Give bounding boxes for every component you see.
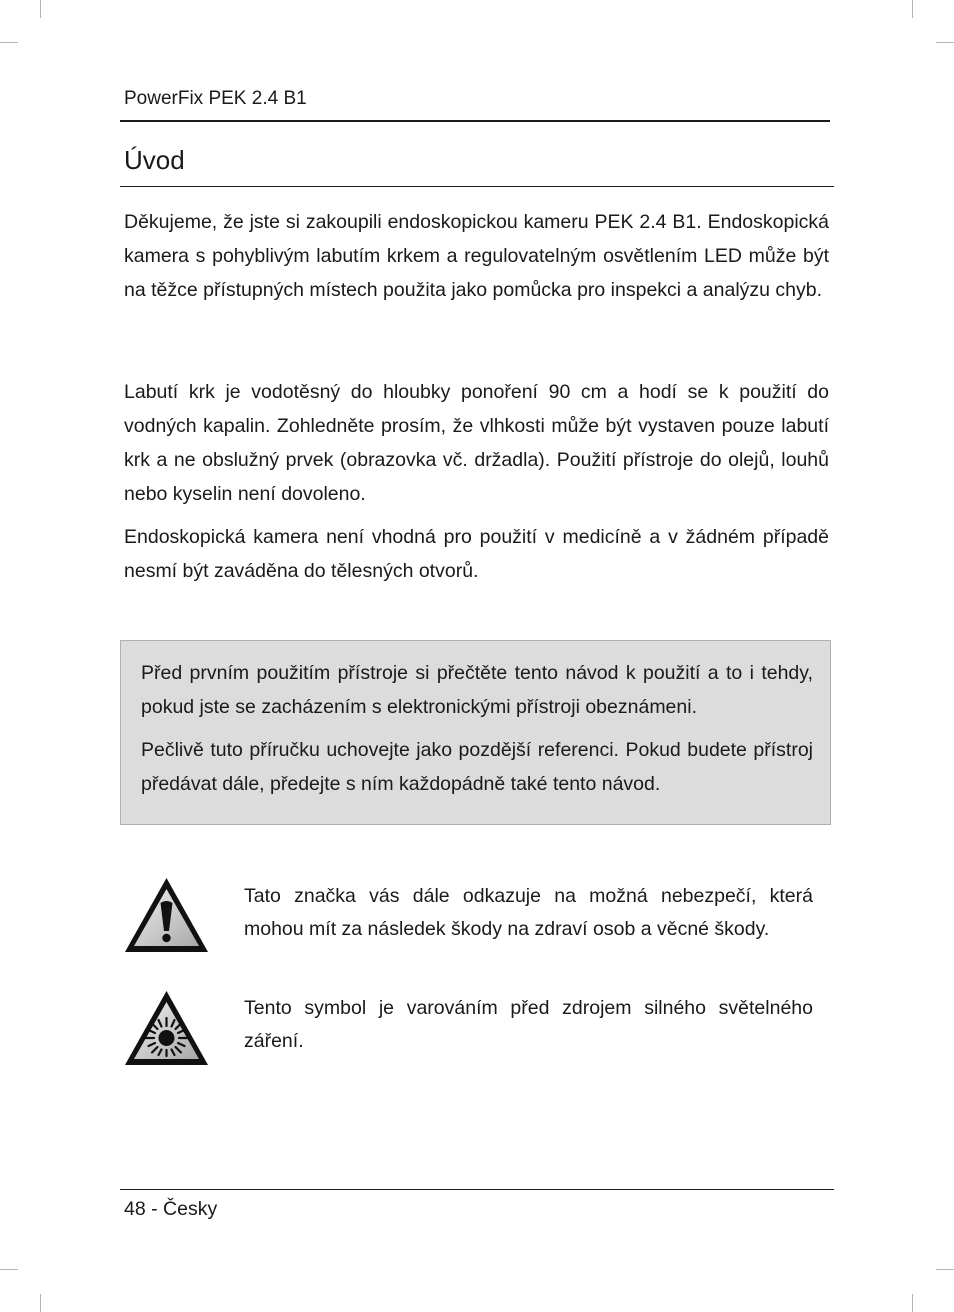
- notice-box: [120, 640, 831, 825]
- header-rule: [120, 120, 830, 122]
- crop-mark: [912, 0, 913, 18]
- crop-mark: [912, 1294, 913, 1312]
- footer-rule: [120, 1189, 834, 1190]
- waterproof-paragraph: Labutí krk je vodotěsný do hloubky ponoření 90 cm a hodí se k použití do vodných kapalin. Zohledněte prosím, že vlhkosti může být vystaven pouze labutí krk a ne obslužný prvek (obrazovka vč. držadla). Použití přístroje do olejů, louhů nebo kyselin není dovoleno.: [124, 381, 829, 505]
- section-title: Úvod: [124, 145, 185, 175]
- intro-paragraph: Děkujeme, že jste si zakoupili endoskopickou kameru PEK 2.4 B1. Endoskopická kamera s pohyblivým labutím krkem a regulovatelným osvětlením LED může být na těžce přístupných místech použita jako pomůcka pro inspekci a analýzu chyb.: [124, 211, 829, 301]
- medical-paragraph: Endoskopická kamera není vhodná pro použití v medicíně a v žádném případě nesmí být zaváděna do tělesných otvorů.: [124, 526, 829, 582]
- notice-paragraph: Před prvním použitím přístroje si přečtěte tento návod k použití a to i tehdy, pokud jste se zacházením s elektronickými přístroji obeznámeni.: [141, 662, 813, 718]
- title-rule: [120, 186, 834, 187]
- crop-mark: [936, 42, 954, 43]
- crop-mark: [0, 1269, 18, 1270]
- light-radiation-warning-icon: [123, 989, 210, 1067]
- running-header: PowerFix PEK 2.4 B1: [124, 88, 307, 109]
- light-symbol-text: Tento symbol je varováním před zdrojem silného světelného záření.: [244, 997, 813, 1052]
- crop-mark: [0, 42, 18, 43]
- warning-exclamation-icon: [123, 876, 210, 954]
- warning-symbol-text: Tato značka vás dále odkazuje na možná nebezpečí, která mohou mít za následek škody na zdraví osob a věcné škody.: [244, 885, 813, 940]
- notice-paragraph: Pečlivě tuto příručku uchovejte jako pozdější referenci. Pokud budete přístroj předávat dále, předejte s ním každopádně také tento návod.: [141, 739, 813, 795]
- crop-mark: [936, 1269, 954, 1270]
- page-footer: 48 - Česky: [124, 1198, 218, 1220]
- crop-mark: [40, 1294, 41, 1312]
- crop-mark: [40, 0, 41, 18]
